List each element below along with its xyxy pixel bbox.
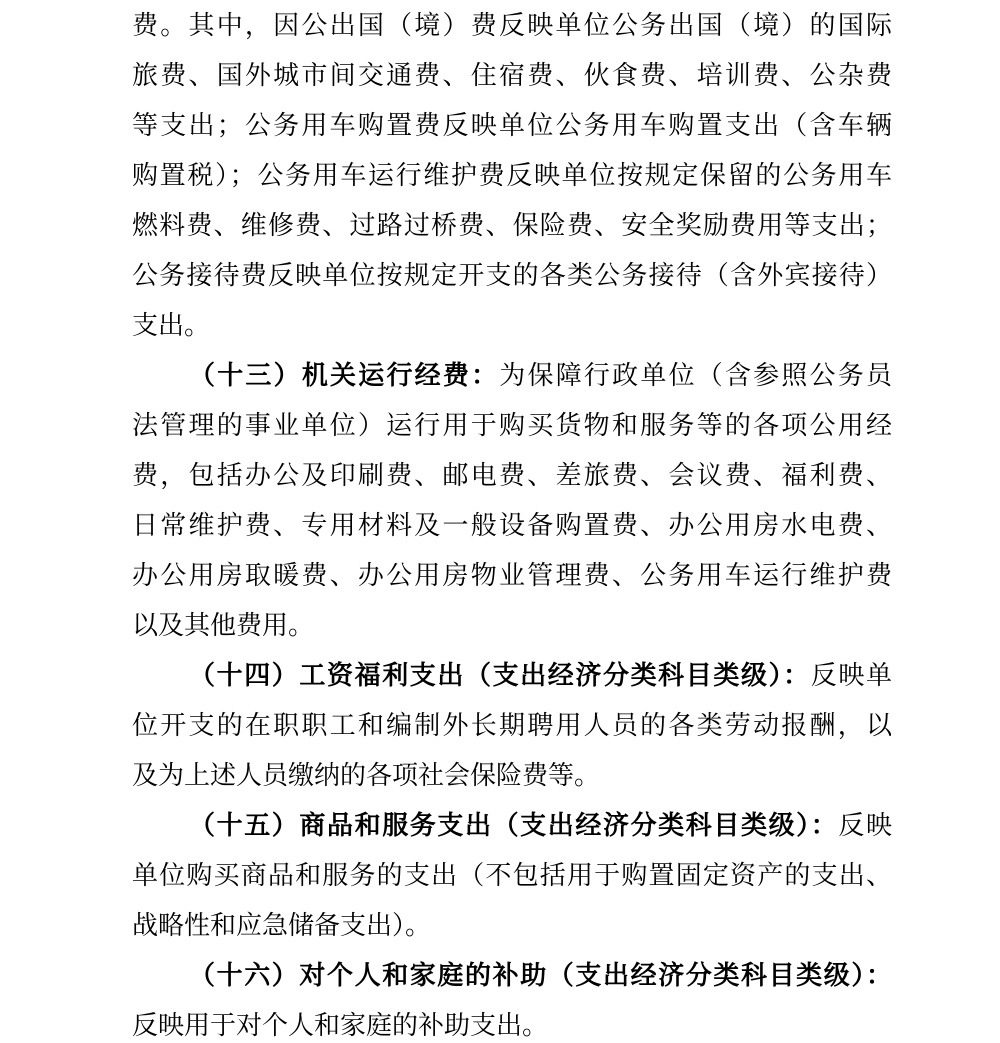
text-line — [132, 751, 892, 801]
text-line — [132, 701, 892, 751]
line-text: 旅费、国外城市间交通费、住宿费、伙食费、培训费、公杂费 — [132, 61, 892, 90]
line-text: 位开支的在职职工和编制外长期聘用人员的各类劳动报酬，以 — [132, 711, 892, 740]
term-heading: （十六）对个人和家庭的补助（支出经济分类科目类级）： — [189, 961, 892, 990]
text-line — [132, 901, 892, 951]
text-line — [132, 801, 892, 851]
text-line — [132, 401, 892, 451]
line-text: 反映 — [838, 811, 892, 840]
term-heading: （十三）机关运行经费： — [189, 361, 500, 390]
text-line — [132, 301, 892, 351]
text-line — [132, 851, 892, 901]
line-text: 为保障行政单位（含参照公务员 — [499, 361, 892, 390]
text-line — [132, 551, 892, 601]
line-text: 战略性和应急储备支出）。 — [132, 911, 432, 940]
text-line — [132, 1001, 892, 1043]
line-text: 法管理的事业单位）运行用于购买货物和服务等的各项公用经 — [132, 411, 892, 440]
text-line — [132, 151, 892, 201]
text-line — [132, 451, 892, 501]
term-heading: （十五）商品和服务支出（支出经济分类科目类级）： — [189, 811, 839, 840]
line-text: 办公用房取暖费、办公用房物业管理费、公务用车运行维护费 — [132, 561, 892, 590]
line-text: 反映单 — [810, 661, 892, 690]
text-line — [132, 351, 892, 401]
text-line — [132, 501, 892, 551]
line-text: 等支出；公务用车购置费反映单位公务用车购置支出（含车辆 — [132, 111, 892, 140]
text-line — [132, 51, 892, 101]
line-text: 以及其他费用。 — [132, 611, 315, 640]
line-text: 反映用于对个人和家庭的补助支出。 — [132, 1011, 549, 1040]
line-text: 支出。 — [132, 311, 211, 340]
text-line — [132, 601, 892, 651]
line-text: 日常维护费、专用材料及一般设备购置费、办公用房水电费、 — [132, 511, 892, 540]
line-text: 燃料费、维修费、过路过桥费、保险费、安全奖励费用等支出； — [132, 211, 892, 240]
text-line — [132, 101, 892, 151]
text-line — [132, 251, 892, 301]
line-text: 单位购买商品和服务的支出（不包括用于购置固定资产的支出、 — [132, 861, 892, 890]
line-text: 购置税）；公务用车运行维护费反映单位按规定保留的公务用车 — [132, 161, 892, 190]
line-text: 费。其中，因公出国（境）费反映单位公务出国（境）的国际 — [132, 11, 892, 40]
text-line — [132, 951, 892, 1001]
line-text: 及为上述人员缴纳的各项社会保险费等。 — [132, 761, 601, 790]
text-line — [132, 651, 892, 701]
text-line — [132, 1, 892, 51]
term-heading: （十四）工资福利支出（支出经济分类科目类级）： — [189, 661, 811, 690]
line-text: 费，包括办公及印刷费、邮电费、差旅费、会议费、福利费、 — [132, 461, 892, 490]
line-text: 公务接待费反映单位按规定开支的各类公务接待（含外宾接待） — [132, 261, 892, 290]
text-line — [132, 201, 892, 251]
